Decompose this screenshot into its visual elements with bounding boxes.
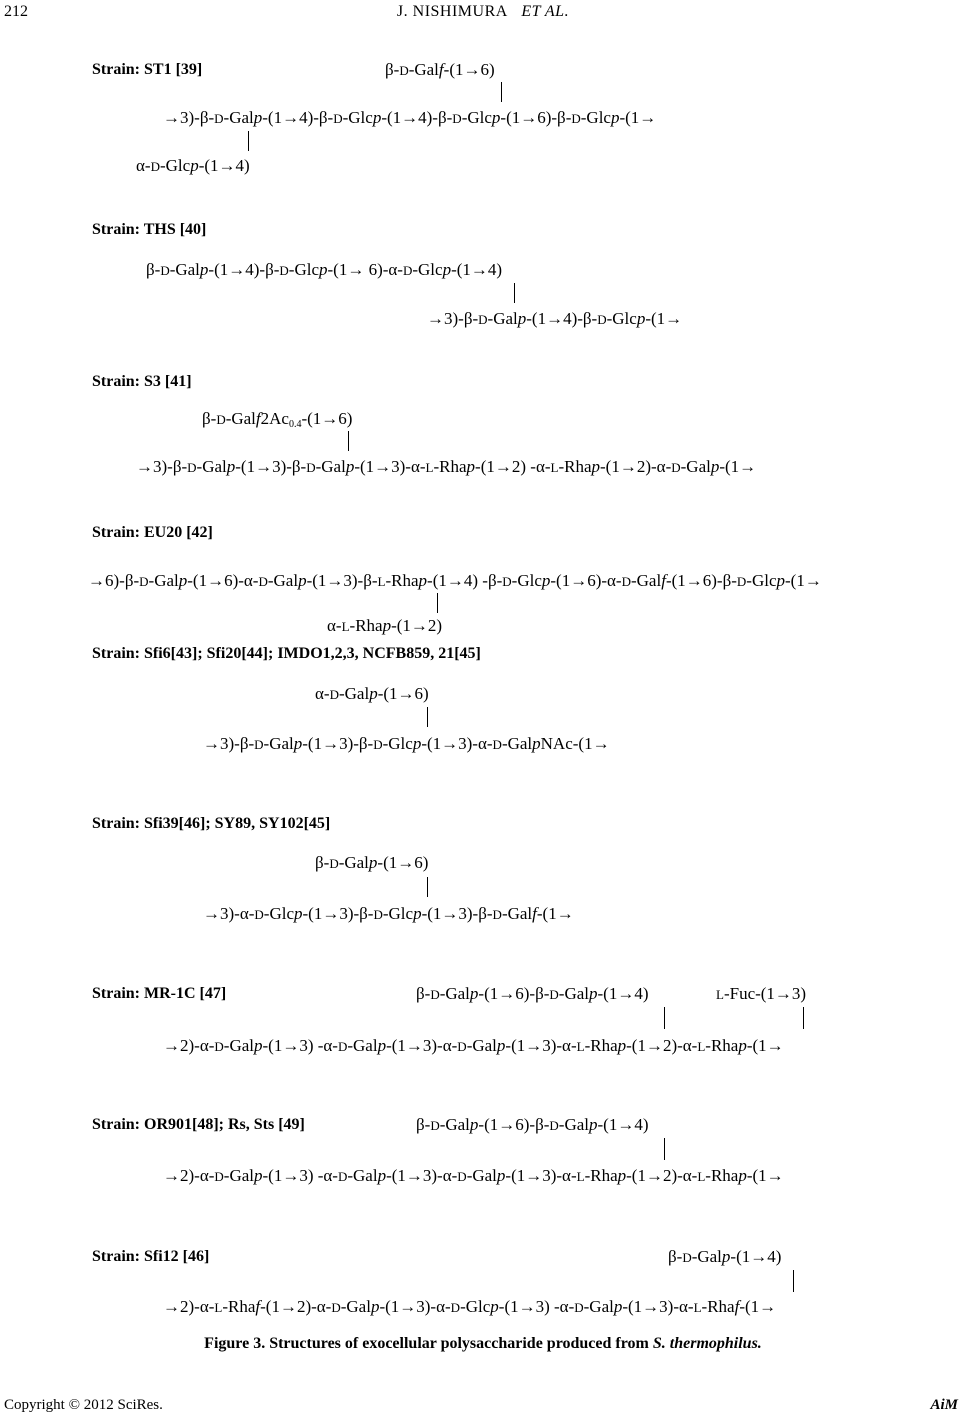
running-head-etal: ET AL. [521,3,570,20]
strain-label-or901: Strain: OR901[48]; Rs, Sts [49] [92,1116,305,1133]
mr1c-branch-b-bond [803,1007,804,1029]
ths-branch-bond [514,283,515,303]
running-head [0,4,966,20]
st1-branch: β-D-Galf-(1→6) [385,60,495,79]
strain-label-sfi6: Strain: Sfi6[43]; Sfi20[44]; IMDO1,2,3, NCFB859, 21[45] [92,645,481,662]
eu20-lower-branch: α-L-Rhap-(1→2) [327,616,443,635]
sfi12-branch-bond [793,1270,794,1292]
eu20-backbone: →6)-β-D-Galp-(1→6)-α-D-Galp-(1→3)-β-L-Rhap-(1→4) -β-D-Glcp-(1→6)-α-D-Galf-(1→6)-β-D-Glcp-(1→ [88,571,822,590]
figure-caption-species: S. thermophilus. [652,1335,762,1352]
st1-backbone: →3)-β-D-Galp-(1→4)-β-D-Glcp-(1→4)-β-D-Glcp-(1→6)-β-D-Glcp-(1→ [163,108,657,127]
or901-branch-bond [664,1138,665,1160]
or901-backbone: →2)-α-D-Galp-(1→3) -α-D-Galp-(1→3)-α-D-Galp-(1→3)-α-L-Rhap-(1→2)-α-L-Rhap-(1→ [163,1166,784,1185]
ths-branch: β-D-Galp-(1→4)-β-D-Glcp-(1→ 6)-α-D-Glcp-(1→4) [146,260,503,279]
mr1c-branch-a-bond [664,1007,665,1029]
strain-label-s3: Strain: S3 [41] [92,373,192,390]
footer-copyright: Copyright © 2012 SciRes. [4,1397,163,1413]
sfi39-branch-bond [427,877,428,897]
sfi39-backbone: →3)-α-D-Glcp-(1→3)-β-D-Glcp-(1→3)-β-D-Galf-(1→ [203,904,574,923]
s3-branch-bond [348,431,349,451]
strain-label-st1: Strain: ST1 [39] [92,61,203,78]
footer-journal: AiM [930,1397,958,1413]
mr1c-branch-a: β-D-Galp-(1→6)-β-D-Galp-(1→4) [416,984,649,1003]
strain-label-ths: Strain: THS [40] [92,221,207,238]
strain-label-sfi39: Strain: Sfi39[46]; SY89, SY102[45] [92,815,331,832]
s3-backbone: →3)-β-D-Galp-(1→3)-β-D-Galp-(1→3)-α-L-Rhap-(1→2) -α-L-Rhap-(1→2)-α-D-Galp-(1→ [136,457,757,476]
strain-label-sfi12: Strain: Sfi12 [46] [92,1248,210,1265]
mr1c-branch-b: L-Fuc-(1→3) [716,984,807,1003]
sfi6-branch-bond [427,707,428,727]
st1-lower-branch: α-D-Glcp-(1→4) [136,156,250,175]
s3-branch: $\beta-D-Galf2Ac_{0.4}-(1\to 6)$ [202,409,353,430]
page-number: 212 [4,3,28,20]
sfi6-branch: α-D-Galp-(1→6) [315,684,429,703]
figure-caption-text: Figure 3. Structures of exocellular polysaccharide produced from [204,1335,653,1352]
sfi6-backbone: →3)-β-D-Galp-(1→3)-β-D-Glcp-(1→3)-α-D-GalpNAc-(1→ [203,734,610,753]
sfi12-backbone: →2)-α-L-Rhaf-(1→2)-α-D-Galp-(1→3)-α-D-Glcp-(1→3) -α-D-Galp-(1→3)-α-L-Rhaf-(1→ [163,1297,777,1316]
figure-caption [0,1336,966,1352]
running-head-authors: J. NISHIMURA [396,3,508,20]
strain-label-eu20: Strain: EU20 [42] [92,524,213,541]
sfi39-branch: β-D-Galp-(1→6) [315,853,429,872]
st1-lower-bond [248,131,249,151]
st1-branch-bond [501,82,502,102]
sfi12-branch: β-D-Galp-(1→4) [668,1247,782,1266]
mr1c-backbone: →2)-α-D-Galp-(1→3) -α-D-Galp-(1→3)-α-D-Galp-(1→3)-α-L-Rhap-(1→2)-α-L-Rhap-(1→ [163,1036,784,1055]
eu20-lower-bond [437,593,438,613]
ths-backbone: →3)-β-D-Galp-(1→4)-β-D-Glcp-(1→ [427,309,683,328]
strain-label-mr1c: Strain: MR-1C [47] [92,985,227,1002]
or901-branch: β-D-Galp-(1→6)-β-D-Galp-(1→4) [416,1115,649,1134]
